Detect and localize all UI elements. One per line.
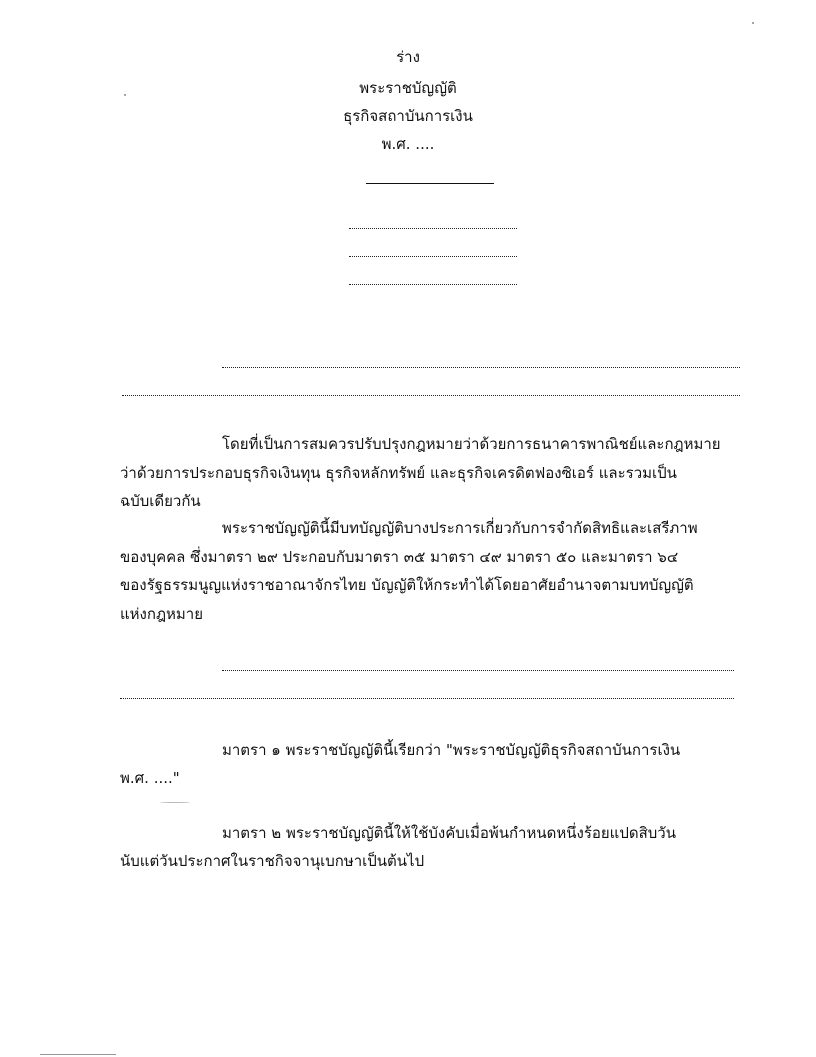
draft-label: ร่าง — [396, 48, 420, 66]
preamble-para2-line1: พระราชบัญญัตินี้มีบทบัญญัติบางประการเกี่ยวกับการจำกัดสิทธิและเสรีภาพ — [222, 519, 698, 537]
footnote-rule — [40, 1054, 116, 1055]
enacting-dotted-line-1 — [222, 367, 740, 368]
scan-speck — [124, 94, 126, 96]
dotted-line-3 — [349, 284, 517, 285]
preamble-para1-line2: ว่าด้วยการประกอบธุรกิจเงินทุน ธุรกิจหลักทรัพย์ และธุรกิจเครดิตฟองซิเอร์ และรวมเป็น — [120, 464, 677, 482]
document-year: พ.ศ. .... — [381, 135, 435, 153]
title-divider — [366, 183, 494, 184]
preamble-para2-line3: ของรัฐธรรมนูญแห่งราชอาณาจักรไทย บัญญัติให้กระทำได้โดยอาศัยอำนาจตามบทบัญญัติ — [120, 576, 694, 594]
section-2-line1: มาตรา ๒ พระราชบัญญัตินี้ให้ใช้บังคับเมื่อพ้นกำหนดหนึ่งร้อยแปดสิบวัน — [222, 824, 676, 842]
body-dotted-line-1 — [222, 670, 734, 671]
document-subtitle: ธุรกิจสถาบันการเงิน — [343, 107, 473, 125]
preamble-para2-line2: ของบุคคล ซึ่งมาตรา ๒๙ ประกอบกับมาตรา ๓๕ มาตรา ๔๙ มาตรา ๕๐ และมาตรา ๖๔ — [120, 548, 679, 566]
enacting-dotted-line-2 — [122, 395, 740, 396]
dotted-line-1 — [349, 228, 517, 229]
dotted-line-2 — [349, 256, 517, 257]
preamble-para1-line1: โดยที่เป็นการสมควรปรับปรุงกฎหมายว่าด้วยการธนาคารพาณิชย์และกฎหมาย — [222, 435, 721, 453]
document-title: พระราชบัญญัติ — [359, 79, 457, 97]
preamble-para2-line4: แห่งกฎหมาย — [120, 605, 204, 623]
section-1-line1: มาตรา ๑ พระราชบัญญัตินี้เรียกว่า "พระราชบัญญัติธุรกิจสถาบันการเงิน — [222, 741, 681, 759]
scan-speck — [160, 802, 190, 803]
body-dotted-line-2 — [120, 698, 734, 699]
scan-speck — [752, 22, 754, 24]
preamble-para1-line3: ฉบับเดียวกัน — [120, 492, 201, 510]
section-1-line2: พ.ศ. ...." — [120, 769, 180, 787]
section-2-line2: นับแต่วันประกาศในราชกิจจานุเบกษาเป็นต้นไป — [120, 852, 425, 870]
